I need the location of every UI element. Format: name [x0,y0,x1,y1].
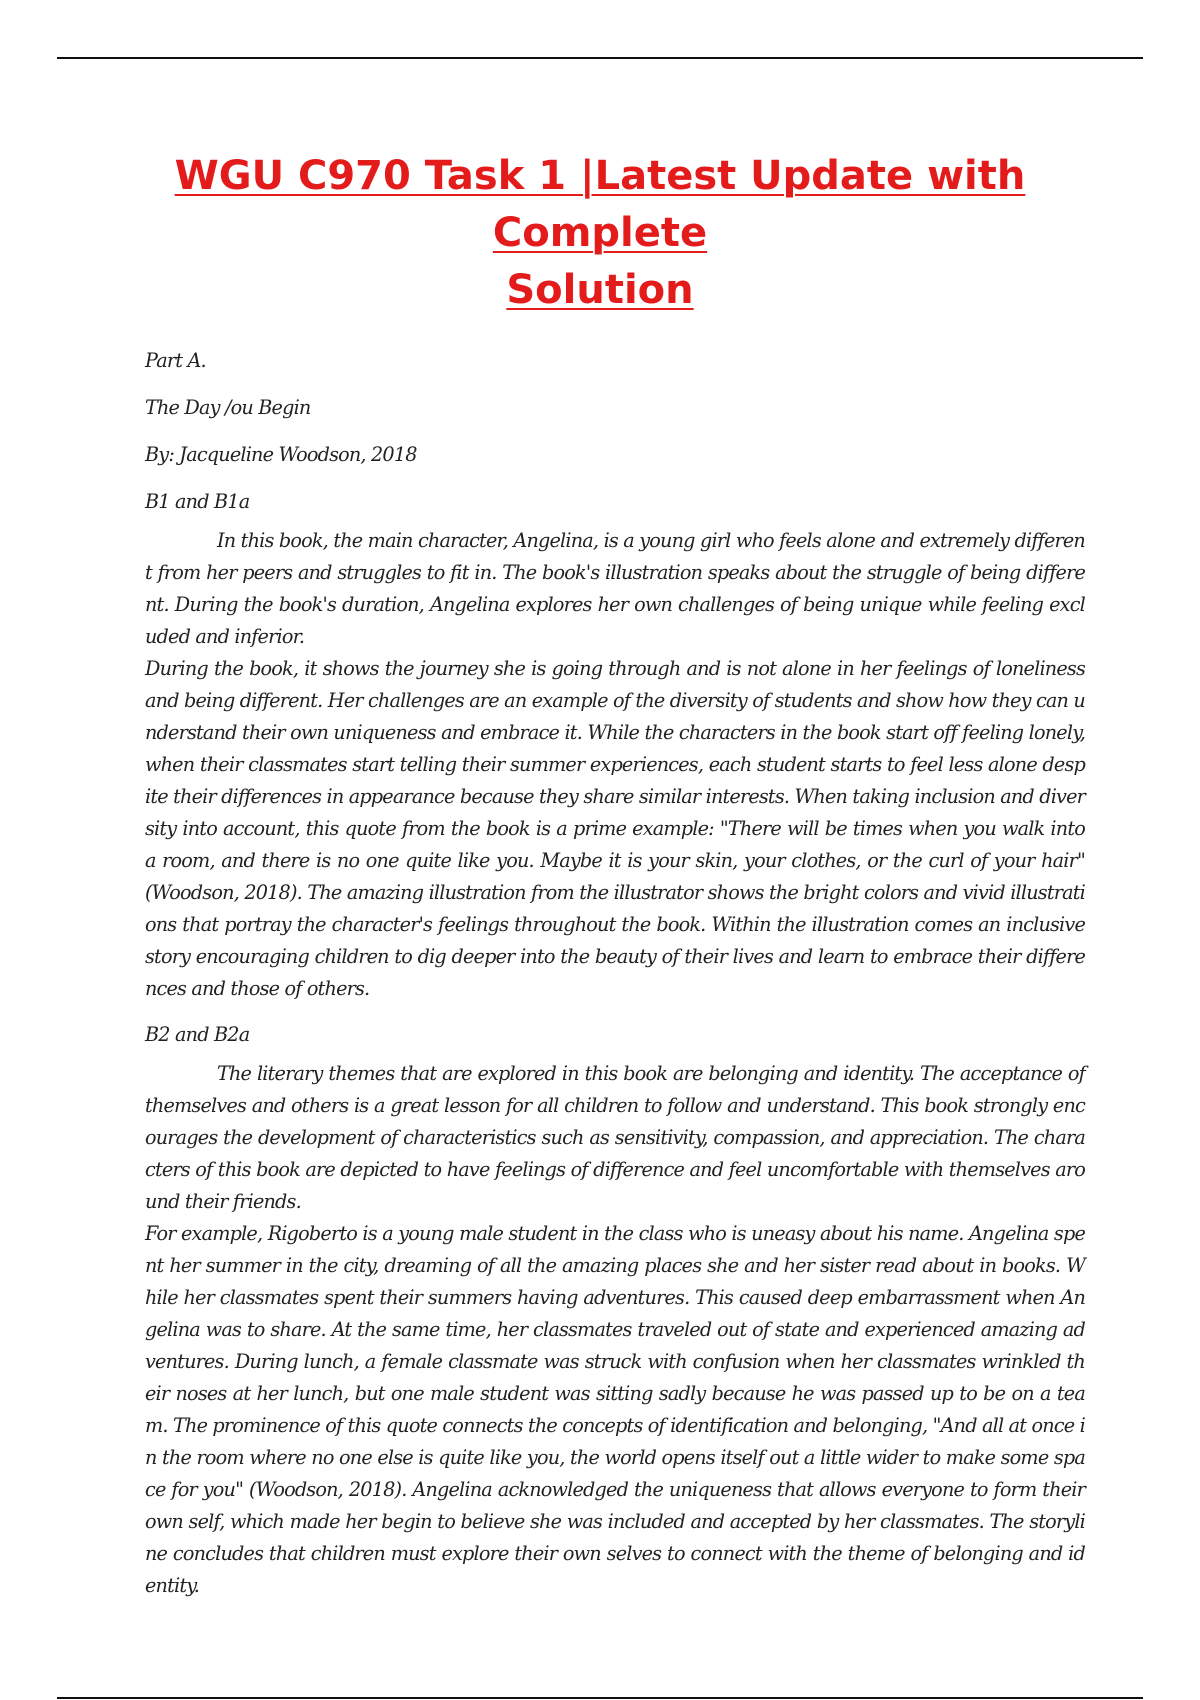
book-title: The Day /ou Begin [145,396,311,419]
title-line-1: WGU C970 Task 1 |Latest Update with Complete [174,153,1026,256]
section-heading-b1: B1 and B1a [145,490,250,513]
footer-rule [57,1697,1143,1699]
header-rule [57,57,1143,59]
section1-paragraph-1 [145,525,1085,653]
section-heading-b2: B2 and B2a [145,1023,250,1046]
section2-paragraph-1-text: The literary themes that are explored in this book are belonging and identity. The acceptance of themselves and others is a great lesson for all children to follow and understand. This book strongly encourages the development of characteristics such as sensitivity, compassion, and appreciation. The characters of this book are depicted to have feelings of difference and feel uncomfortable with themselves around their friends. [145,1062,1085,1213]
section2-paragraph-1 [145,1058,1085,1218]
part-label: Part A. [145,349,206,372]
document-body [145,337,1085,1602]
section2-paragraph-2: For example, Rigoberto is a young male student in the class who is uneasy about his name. Angelina spent her summer in the city, dreaming of all the amazing places she and her sister read about in books. While her classmates spent their summers having adventures. This caused deep embarrassment when Angelina was to share. At the same time, her classmates traveled out of state and experienced amazing adventures. During lunch, a female classmate was struck with confusion when her classmates wrinkled their noses at her lunch, but one male student was sitting sadly because he was passed up to be on a team. The prominence of this quote connects the concepts of identification and belonging, "And all at once in the room where no one else is quite like you, the world opens itself out a little wider to make some space for you" (Woodson, 2018). Angelina acknowledged the uniqueness that allows everyone to form their own self, which made her begin to believe she was included and accepted by her classmates. The storyline concludes that children must explore their own selves to connect with the theme of belonging and identity. [145,1222,1085,1597]
section1-paragraph-1-text: In this book, the main character, Angelina, is a young girl who feels alone and extremely different from her peers and struggles to fit in. The book's illustration speaks about the struggle of being different. During the book's duration, Angelina explores her own challenges of being unique while feeling excluded and inferior. [145,529,1085,648]
title-line-2: Solution [506,267,694,313]
author-line: By: Jacqueline Woodson, 2018 [145,443,417,466]
document-title [80,148,1120,319]
section1-paragraph-2: During the book, it shows the journey she is going through and is not alone in her feelings of loneliness and being different. Her challenges are an example of the diversity of students and show how they can understand their own uniqueness and embrace it. While the characters in the book start off feeling lonely, when their classmates start telling their summer experiences, each student starts to feel less alone despite their differences in appearance because they share similar interests. When taking inclusion and diversity into account, this quote from the book is a prime example: "There will be times when you walk into a room, and there is no one quite like you. Maybe it is your skin, your clothes, or the curl of your hair" (Woodson, 2018). The amazing illustration from the illustrator shows the bright colors and vivid illustrations that portray the character's feelings throughout the book. Within the illustration comes an inclusive story encouraging children to dig deeper into the beauty of their lives and learn to embrace their differences and those of others. [145,657,1085,1000]
